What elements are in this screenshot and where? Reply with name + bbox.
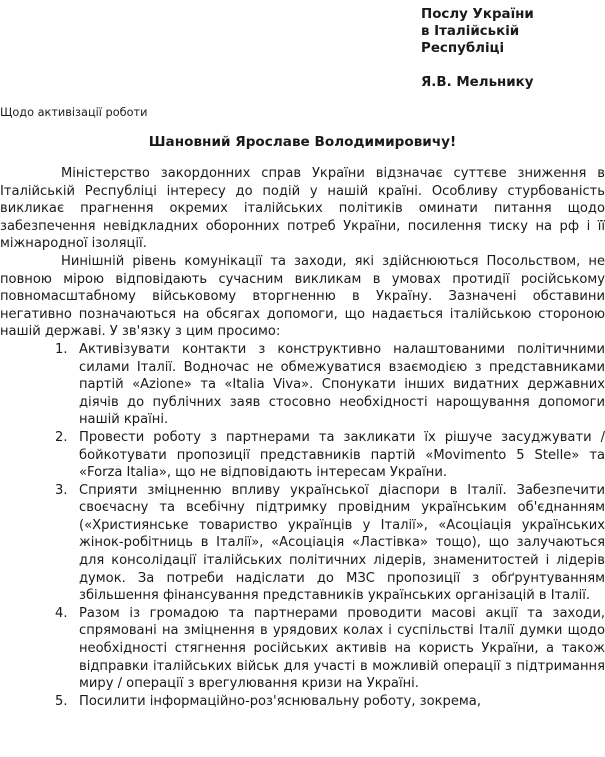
requests-list xyxy=(0,341,605,710)
letter-body xyxy=(0,165,605,710)
list-item-number: 4. xyxy=(55,605,68,621)
list-item xyxy=(55,482,605,605)
list-item-number: 2. xyxy=(55,429,68,445)
list-item-text: Провести роботу з партнерами та закликати їх рішуче засуджувати / бойкотувати пропозиції представників партій «Movimento 5 Stelle» та «Forza Italia», що не відповідають інтересам України. xyxy=(79,429,605,481)
list-item-text: Посилити інформаційно-роз'яснювальну роботу, зокрема, xyxy=(79,693,481,709)
subject-line: Щодо активізації роботи xyxy=(0,106,148,119)
list-item-number: 3. xyxy=(55,482,68,498)
addressee-country: в Італійській Республіці xyxy=(421,24,520,56)
list-item-number: 1. xyxy=(55,341,68,357)
list-item-text: Разом із громадою та партнерами проводити масові акції та заходи, спрямовані на зміцнення в урядових колах і суспільстві Італії думки щодо необхідності стягнення російських активів на користь України, а також відправки італійських військ для участі в можливій операції з підтримання миру / операції з врегулювання кризи на Україні. xyxy=(79,605,605,692)
paragraph-context: Нинішній рівень комунікації та заходи, які здійснюються Посольством, не повною мірою відповідають сучасним викликам в умовах протидії російському повномасштабному військовому вторгненню в Україну. Зазначені обставини негативно позначаються на обсягах допомоги, що надається італійською стороною нашій державі. У зв'язку з цим просимо: xyxy=(0,253,605,340)
list-item xyxy=(55,605,605,693)
addressee-title: Послу України xyxy=(421,7,534,22)
paragraph-intro: Міністерство закордонних справ України відзначає суттєве зниження в Італійській Республіці інтересу до подій у нашій країні. Особливу стурбованість викликає прагнення окремих італійських політиків оминати питання щодо забезпечення невідкладних оборонних потреб України, посилення тиску на рф і її міжнародної ізоляції. xyxy=(0,166,605,252)
list-item xyxy=(55,693,605,711)
salutation: Шановний Ярославе Володимировичу! xyxy=(148,134,457,150)
list-item xyxy=(55,341,605,429)
list-item-text: Сприяти зміцненню впливу української діаспори в Італії. Забезпечити своєчасну та всебічну підтримку провідним українським об'єднанням («Християнське товариство українців у Італії», «Асоціація українських жінок-робітниць в Італії», «Асоціація «Ластівка» тощо), що залучаються для консолідації італійських політичних лідерів, знаменитостей і лідерів думок. За потреби надіслати до МЗС пропозиції з обґрунтуванням збільшення фінансування представників українських організацій в Італії. xyxy=(79,482,605,604)
list-item-text: Активізувати контакти з конструктивно налаштованими політичними силами Італії. Водночас не обмежуватися взаємодією з представниками партій «Azione» та «Italia Viva». Спонукати інших видатних державних діячів до публічних заяв стосовно необхідності нарощування допомоги нашій країні. xyxy=(79,341,605,428)
list-item-number: 5. xyxy=(55,693,68,709)
list-item xyxy=(55,429,605,482)
addressee-name: Я.В. Мельнику xyxy=(421,75,534,90)
addressee-block xyxy=(421,6,601,91)
